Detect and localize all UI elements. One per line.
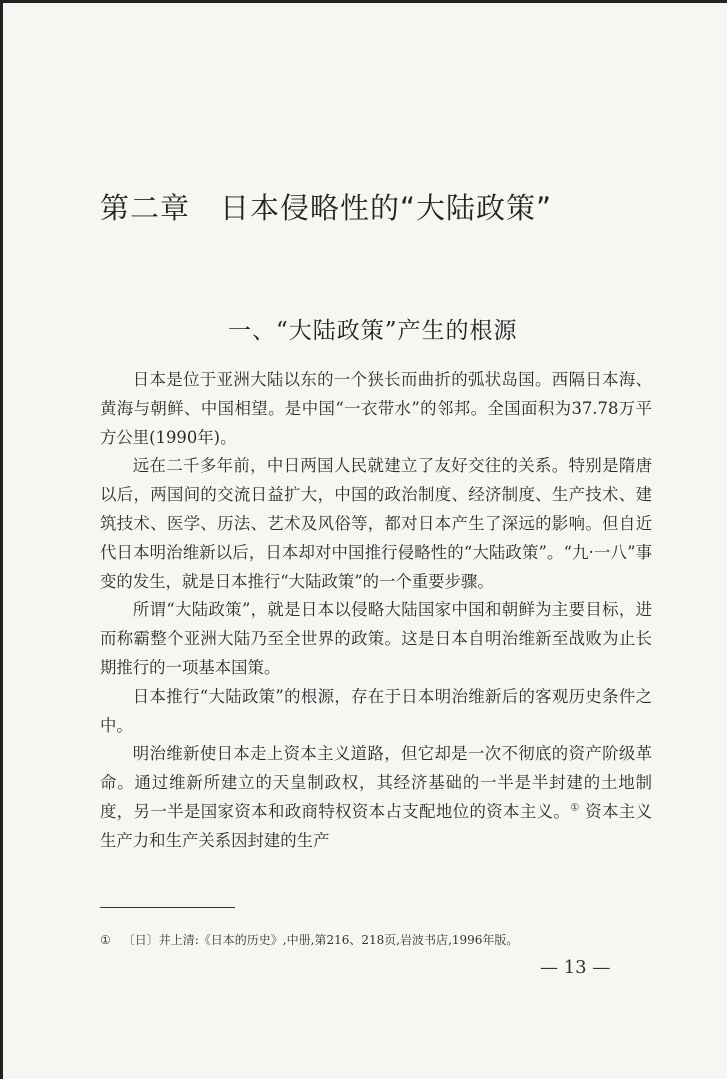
paragraph-text-continued: 资本主义生产力和生产关系因封建的生产 [100, 801, 652, 850]
scan-edge-top [0, 0, 727, 3]
paragraph: 日本是位于亚洲大陆以东的一个狭长而曲折的弧状岛国。西隔日本海、黄海与朝鲜、中国相望。是中国“一衣带水”的邻邦。全国面积为37.78万平方公里(1990年)。 [100, 370, 652, 447]
paragraph-text: 明治维新使日本走上资本主义道路，但它却是一次不彻底的资产阶级革命。通过维新所建立的天皇制政权，其经济基础的一半是半封建的土地制度，另一半是国家资本和政商特权资本占支配地位的资本主义。 [100, 744, 652, 821]
footnote-reference[interactable]: ① [570, 802, 580, 814]
paragraph [100, 740, 652, 855]
chapter-name: 日本侵略性的“大陆政策” [220, 191, 553, 225]
footnote [100, 931, 660, 948]
footnote-text: 〔日〕井上清:《日本的历史》,中册,第216、218页,岩波书店,1996年版。 [122, 933, 519, 947]
paragraph: 远在二千多年前，中日两国人民就建立了友好交往的关系。特别是隋唐以后，两国间的交流日益扩大，中国的政治制度、经济制度、生产技术、建筑技术、医学、历法、艺术及风俗等，都对日本产生了深远的影响。但自近代日本明治维新以后，日本却对中国推行侵略性的“大陆政策”。“九·一八”事变的发生，就是日本推行“大陆政策”的一个重要步骤。 [100, 456, 652, 591]
footnote-marker: ① [100, 933, 111, 947]
chapter-number: 第二章 [100, 191, 191, 225]
body-text [100, 366, 652, 856]
footnote-divider [100, 907, 235, 908]
page-number: — 13 — [540, 957, 611, 978]
paragraph: 日本推行“大陆政策”的根源，存在于日本明治维新后的客观历史条件之中。 [100, 686, 652, 735]
section-title: 一、“大陆政策”产生的根源 [228, 318, 518, 344]
paragraph: 所谓“大陆政策”，就是日本以侵略大陆国家中国和朝鲜为主要目标，进而称霸整个亚洲大陆乃至全世界的政策。这是日本自明治维新至战败为止长期推行的一项基本国策。 [100, 600, 652, 677]
scan-edge-left [0, 0, 3, 1079]
chapter-title [100, 186, 660, 227]
